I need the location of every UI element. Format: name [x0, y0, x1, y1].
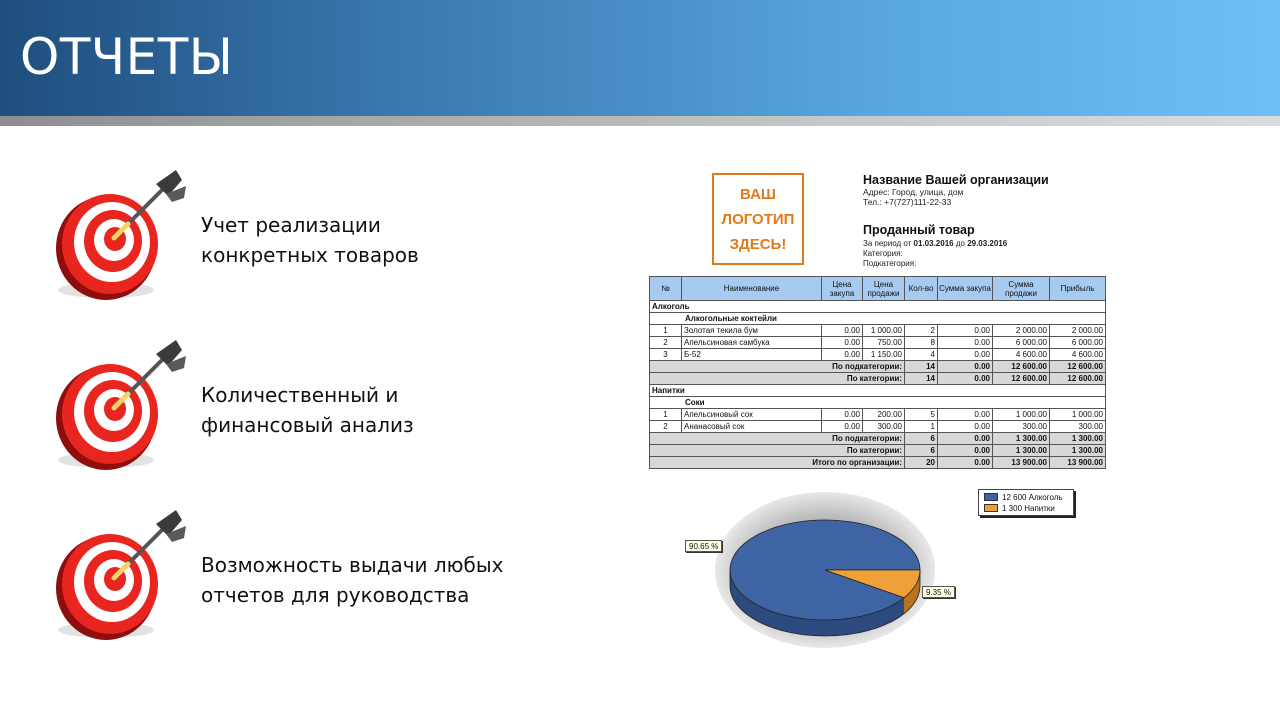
- legend-label: 1 300 Напитки: [1002, 504, 1055, 513]
- table-row: [650, 349, 1106, 361]
- table-cell: По категории:: [650, 445, 905, 457]
- report-period: За период от 01.03.2016 до 29.03.2016: [863, 239, 1008, 248]
- table-cell: 1 000.00: [863, 325, 905, 337]
- table-cell: 0.00: [822, 325, 863, 337]
- column-header: Наименование: [682, 277, 822, 301]
- logo-text: ВАШ ЛОГОТИП ЗДЕСЬ!: [721, 185, 795, 253]
- report-meta: [863, 239, 1007, 269]
- table-cell: 300.00: [1050, 421, 1106, 433]
- target-dart-icon: [48, 338, 198, 478]
- table-cell: 1: [905, 421, 938, 433]
- legend-item: [984, 493, 1063, 503]
- table-cell: 20: [905, 457, 938, 469]
- table-cell: 0.00: [938, 445, 993, 457]
- bullet-text-line: Количественный и: [201, 383, 399, 407]
- table-cell: 4 600.00: [1050, 349, 1106, 361]
- table-cell: 8: [905, 337, 938, 349]
- table-cell: 0.00: [938, 409, 993, 421]
- bullet-text-line: Учет реализации: [201, 213, 381, 237]
- table-cell: 2: [650, 337, 682, 349]
- column-header: Цена закупа: [822, 277, 863, 301]
- column-header: Кол-во: [905, 277, 938, 301]
- table-cell: 6 000.00: [993, 337, 1050, 349]
- table-cell: 2: [905, 325, 938, 337]
- report-title: Проданный товар: [863, 223, 975, 237]
- sales-report-table: [649, 276, 1106, 469]
- table-cell: 300.00: [993, 421, 1050, 433]
- table-cell: Золотая текила бум: [682, 325, 822, 337]
- table-cell: 2 000.00: [1050, 325, 1106, 337]
- subcategory-row: [650, 313, 1106, 325]
- target-dart-icon: [48, 168, 198, 308]
- org-name: Название Вашей организации: [863, 173, 1049, 187]
- table-cell: 14: [905, 373, 938, 385]
- table-cell: 1 000.00: [1050, 409, 1106, 421]
- table-cell: 1 150.00: [863, 349, 905, 361]
- table-cell: 1 300.00: [1050, 445, 1106, 457]
- table-cell: Алкогольные коктейли: [650, 313, 1106, 325]
- table-cell: 14: [905, 361, 938, 373]
- table-row: [650, 337, 1106, 349]
- table-cell: Итого по организации:: [650, 457, 905, 469]
- pie-percent-label: 9.35 %: [922, 586, 955, 598]
- table-cell: 0.00: [822, 349, 863, 361]
- chart-legend: [978, 489, 1074, 516]
- table-cell: 0.00: [822, 409, 863, 421]
- bullet-item: [48, 338, 608, 478]
- bullet-text-line: Возможность выдачи любых: [201, 553, 504, 577]
- category-row: [650, 301, 1106, 313]
- org-info: [863, 173, 1049, 207]
- org-address: Адрес: Город, улица, дом: [863, 187, 964, 197]
- report-category: Категория:: [863, 249, 903, 258]
- table-cell: 5: [905, 409, 938, 421]
- table-cell: Соки: [650, 397, 1106, 409]
- table-header-row: [650, 277, 1106, 301]
- bullet-text-line: финансовый анализ: [201, 413, 414, 437]
- total-row: [650, 457, 1106, 469]
- category-row: [650, 385, 1106, 397]
- table-cell: 0.00: [822, 421, 863, 433]
- table-cell: Апельсиновый сок: [682, 409, 822, 421]
- total-row: [650, 373, 1106, 385]
- table-cell: 0.00: [938, 337, 993, 349]
- table-cell: 12 600.00: [993, 361, 1050, 373]
- table-cell: 1 300.00: [993, 433, 1050, 445]
- table-cell: 1 300.00: [1050, 433, 1106, 445]
- target-dart-icon: [48, 508, 198, 648]
- table-cell: 1: [650, 409, 682, 421]
- table-cell: 2: [650, 421, 682, 433]
- table-cell: 0.00: [938, 373, 993, 385]
- bullet-item: [48, 508, 608, 648]
- table-cell: По подкатегории:: [650, 433, 905, 445]
- table-row: [650, 421, 1106, 433]
- pie-percent-label: 90.65 %: [685, 540, 722, 552]
- table-cell: 1 300.00: [993, 445, 1050, 457]
- bullet-text-line: конкретных товаров: [201, 243, 419, 267]
- table-cell: 6 000.00: [1050, 337, 1106, 349]
- banner-divider: [0, 116, 1280, 126]
- table-cell: 2 000.00: [993, 325, 1050, 337]
- table-cell: 3: [650, 349, 682, 361]
- table-cell: 1: [650, 325, 682, 337]
- table-cell: 6: [905, 445, 938, 457]
- table-cell: Ананасовый сок: [682, 421, 822, 433]
- slide-title: ОТЧЕТЫ: [20, 28, 234, 86]
- table-cell: 4: [905, 349, 938, 361]
- table-cell: 13 900.00: [1050, 457, 1106, 469]
- table-cell: 0.00: [938, 457, 993, 469]
- column-header: Сумма продажи: [993, 277, 1050, 301]
- table-cell: Алкоголь: [650, 301, 1106, 313]
- report-subcategory: Подкатегория:: [863, 259, 917, 268]
- table-row: [650, 409, 1106, 421]
- table-cell: По категории:: [650, 373, 905, 385]
- table-cell: Апельсиновая самбука: [682, 337, 822, 349]
- bullet-text-line: отчетов для руководства: [201, 583, 470, 607]
- table-cell: 300.00: [863, 421, 905, 433]
- legend-swatch: [984, 504, 998, 512]
- table-cell: 4 600.00: [993, 349, 1050, 361]
- legend-swatch: [984, 493, 998, 501]
- table-cell: 0.00: [938, 421, 993, 433]
- column-header: Сумма закупа: [938, 277, 993, 301]
- table-cell: 0.00: [938, 349, 993, 361]
- table-cell: 13 900.00: [993, 457, 1050, 469]
- org-phone: Тел.: +7(727)111-22-33: [863, 197, 952, 207]
- table-cell: 12 600.00: [1050, 361, 1106, 373]
- column-header: Цена продажи: [863, 277, 905, 301]
- table-cell: 0.00: [938, 433, 993, 445]
- legend-label: 12 600 Алкоголь: [1002, 493, 1063, 502]
- table-cell: 12 600.00: [993, 373, 1050, 385]
- table-cell: Б-52: [682, 349, 822, 361]
- table-cell: 0.00: [822, 337, 863, 349]
- table-cell: 200.00: [863, 409, 905, 421]
- column-header: Прибыль: [1050, 277, 1106, 301]
- table-cell: 750.00: [863, 337, 905, 349]
- table-cell: 6: [905, 433, 938, 445]
- total-row: [650, 445, 1106, 457]
- table-cell: Напитки: [650, 385, 1106, 397]
- table-cell: 1 000.00: [993, 409, 1050, 421]
- table-cell: 0.00: [938, 361, 993, 373]
- column-header: №: [650, 277, 682, 301]
- table-cell: По подкатегории:: [650, 361, 905, 373]
- table-row: [650, 325, 1106, 337]
- subcategory-row: [650, 397, 1106, 409]
- total-row: [650, 361, 1106, 373]
- legend-item: [984, 504, 1055, 514]
- bullet-item: [48, 168, 608, 308]
- logo-placeholder: [712, 173, 804, 265]
- table-cell: 0.00: [938, 325, 993, 337]
- table-cell: 12 600.00: [1050, 373, 1106, 385]
- total-row: [650, 433, 1106, 445]
